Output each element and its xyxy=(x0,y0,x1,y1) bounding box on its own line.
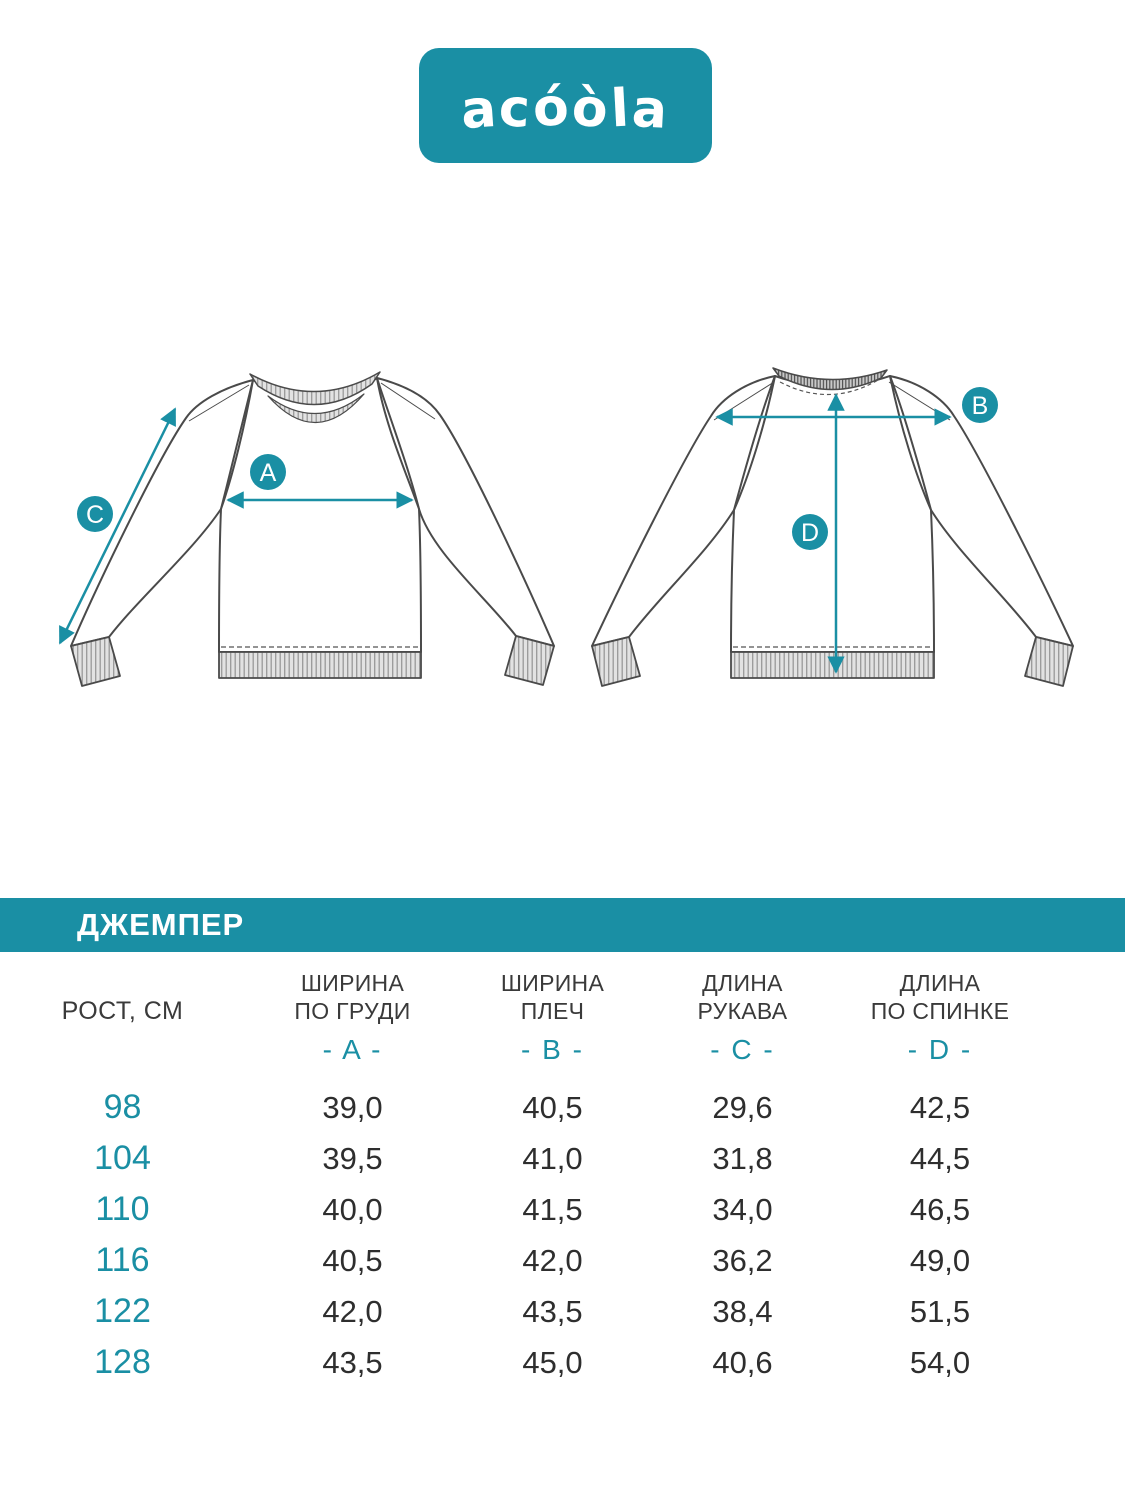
value-cell: 31,8 xyxy=(712,1140,773,1176)
brand-logo-text xyxy=(459,76,672,141)
column-header-back-length xyxy=(840,969,1040,1025)
letter-cell-c: - C - xyxy=(710,1034,775,1065)
value-cell: 40,0 xyxy=(322,1191,383,1227)
logo-letter: a xyxy=(459,78,502,141)
table-title: ДЖЕМПЕР xyxy=(77,907,245,942)
back-left-cuff-rib xyxy=(592,637,640,686)
column-title-line: ШИРИНА xyxy=(500,970,605,996)
value-cell: 40,5 xyxy=(522,1089,583,1125)
back-hem-rib xyxy=(731,652,934,678)
logo-letter: a xyxy=(629,78,672,141)
logo-letter: l xyxy=(609,77,634,140)
column-title-line: ПО ГРУДИ xyxy=(294,998,411,1024)
value-cell: 39,0 xyxy=(322,1089,383,1125)
measure-label-d: D xyxy=(800,519,820,547)
letter-cell-b: - B - xyxy=(521,1034,584,1065)
column-title-line: ПЛЕЧ xyxy=(520,998,585,1024)
measure-label-c: C xyxy=(85,501,105,529)
table-title-bar xyxy=(0,898,1125,952)
value-cell: 40,5 xyxy=(322,1242,383,1278)
size-cell: 128 xyxy=(94,1343,151,1381)
value-cell: 42,5 xyxy=(909,1089,971,1125)
value-cell: 34,0 xyxy=(712,1191,773,1227)
value-cell: 41,5 xyxy=(522,1191,583,1227)
value-cell: 42,0 xyxy=(322,1293,383,1329)
column-title-line: РУКАВА xyxy=(697,998,788,1024)
brand-logo xyxy=(419,48,712,163)
column-header-sleeve-length xyxy=(645,969,840,1025)
value-cell: 41,0 xyxy=(522,1140,583,1176)
value-cell: 43,5 xyxy=(522,1293,583,1329)
value-cell: 43,5 xyxy=(322,1344,383,1380)
value-cell: 49,0 xyxy=(909,1242,971,1278)
size-cell: 110 xyxy=(95,1190,150,1228)
value-cell: 38,4 xyxy=(712,1293,773,1329)
size-cell: 122 xyxy=(94,1292,151,1330)
row-header-height: РОСТ, СМ xyxy=(61,997,184,1025)
value-cell: 44,5 xyxy=(909,1140,971,1176)
column-header-chest-width xyxy=(245,969,460,1025)
value-cell: 45,0 xyxy=(522,1344,583,1380)
size-cell: 98 xyxy=(103,1088,142,1126)
front-left-cuff-rib xyxy=(71,637,120,686)
value-cell: 29,6 xyxy=(712,1089,773,1125)
size-cell: 104 xyxy=(94,1139,151,1177)
value-cell: 36,2 xyxy=(712,1242,773,1278)
logo-letter: ó xyxy=(531,76,574,139)
letter-cell-a: - A - xyxy=(322,1034,383,1065)
back-right-cuff-rib xyxy=(1025,637,1073,686)
sweater-measure-diagram xyxy=(0,340,1125,900)
front-right-cuff-rib xyxy=(505,636,554,685)
column-title-line: ПО СПИНКЕ xyxy=(870,998,1010,1024)
value-cell: 54,0 xyxy=(909,1344,971,1380)
letter-cell-empty xyxy=(0,1032,245,1082)
logo-letter: ò xyxy=(569,77,613,140)
column-title-line: ДЛИНА xyxy=(702,970,783,996)
value-cell: 40,6 xyxy=(712,1344,773,1380)
column-title-line: ШИРИНА xyxy=(300,970,405,996)
measure-label-b: B xyxy=(971,392,989,420)
front-hem-rib xyxy=(219,652,421,678)
logo-letter: c xyxy=(497,77,535,140)
size-cell: 116 xyxy=(95,1241,150,1279)
letter-cell-d: - D - xyxy=(907,1034,973,1065)
measure-label-a: A xyxy=(259,459,277,487)
size-table xyxy=(0,962,1040,1388)
back-view-drawing xyxy=(592,368,1073,686)
front-view-drawing xyxy=(71,372,554,686)
value-cell: 39,5 xyxy=(322,1140,383,1176)
column-header-shoulder-width xyxy=(460,969,645,1025)
value-cell: 42,0 xyxy=(522,1242,583,1278)
value-cell: 46,5 xyxy=(909,1191,971,1227)
column-title-line: ДЛИНА xyxy=(899,970,981,996)
value-cell: 51,5 xyxy=(909,1293,971,1329)
